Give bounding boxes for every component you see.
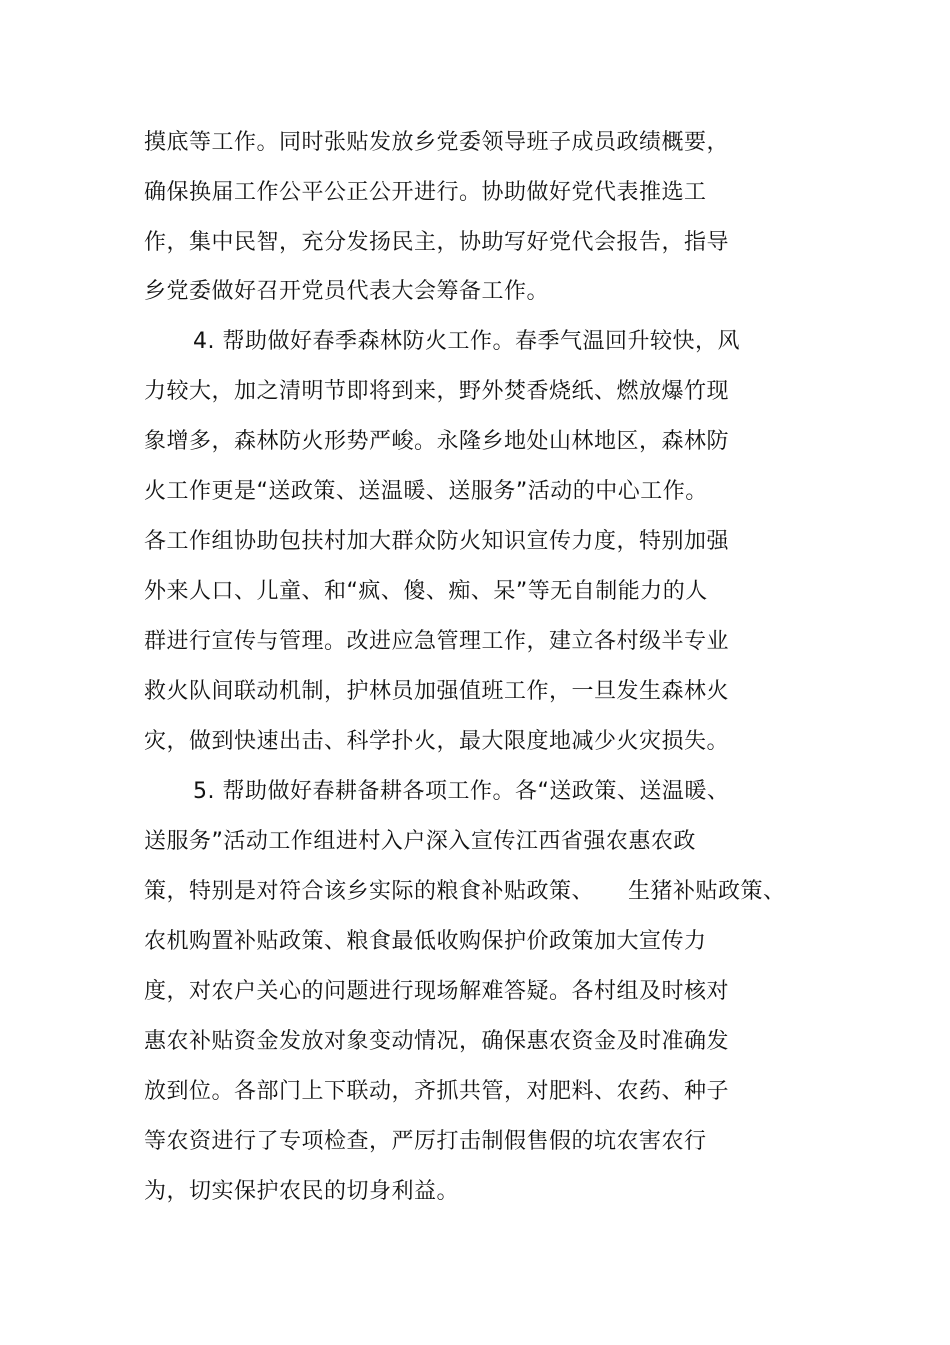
text-line: 灾，做到快速出击、科学扑火，最大限度地减少火灾损失。 (144, 729, 730, 754)
text-line: 送服务”活动工作组进村入户深入宣传江西省强农惠农政 (144, 829, 696, 854)
text-line: 火工作更是“送政策、送温暖、送服务”活动的中心工作。 (144, 479, 708, 504)
text-line: 惠农补贴资金发放对象变动情况，确保惠农资金及时准确发 (144, 1029, 730, 1054)
text-line: 象增多，森林防火形势严峻。永隆乡地处山林地区，森林防 (144, 429, 730, 454)
text-line: 确保换届工作公平公正公开进行。协助做好党代表推选工 (144, 180, 707, 205)
list-item-4-heading: 4. 帮助做好春季森林防火工作。春季气温回升较快，风 (193, 329, 740, 354)
text-line: 放到位。各部门上下联动，齐抓共管，对肥料、农药、种子 (144, 1079, 730, 1104)
text-line: 群进行宣传与管理。改进应急管理工作，建立各村级半专业 (144, 629, 730, 654)
text-line: 摸底等工作。同时张贴发放乡党委领导班子成员政绩概要， (144, 130, 730, 155)
text-line: 外来人口、儿童、和“疯、傻、痴、呆”等无自制能力的人 (144, 579, 708, 604)
text-line: 等农资进行了专项检查，严厉打击制假售假的坑农害农行 (144, 1129, 707, 1154)
text-line: 度，对农户关心的问题进行现场解难答疑。各村组及时核对 (144, 979, 730, 1004)
text-line: 为，切实保护农民的切身利益。 (144, 1179, 460, 1204)
text-line: 乡党委做好召开党员代表大会筹备工作。 (144, 279, 550, 304)
list-item-5-heading: 5. 帮助做好春耕备耕各项工作。各“送政策、送温暖、 (193, 779, 730, 804)
text-line: 策，特别是对符合该乡实际的粮食补贴政策、 生猪补贴政策、 (144, 879, 786, 904)
text-line: 救火队间联动机制，护林员加强值班工作，一旦发生森林火 (144, 679, 730, 704)
text-line: 作，集中民智，充分发扬民主，协助写好党代会报告，指导 (144, 230, 730, 255)
text-line: 各工作组协助包扶村加大群众防火知识宣传力度，特别加强 (144, 529, 730, 554)
text-line: 力较大，加之清明节即将到来，野外焚香烧纸、燃放爆竹现 (144, 379, 730, 404)
text-line: 农机购置补贴政策、粮食最低收购保护价政策加大宣传力 (144, 929, 707, 954)
